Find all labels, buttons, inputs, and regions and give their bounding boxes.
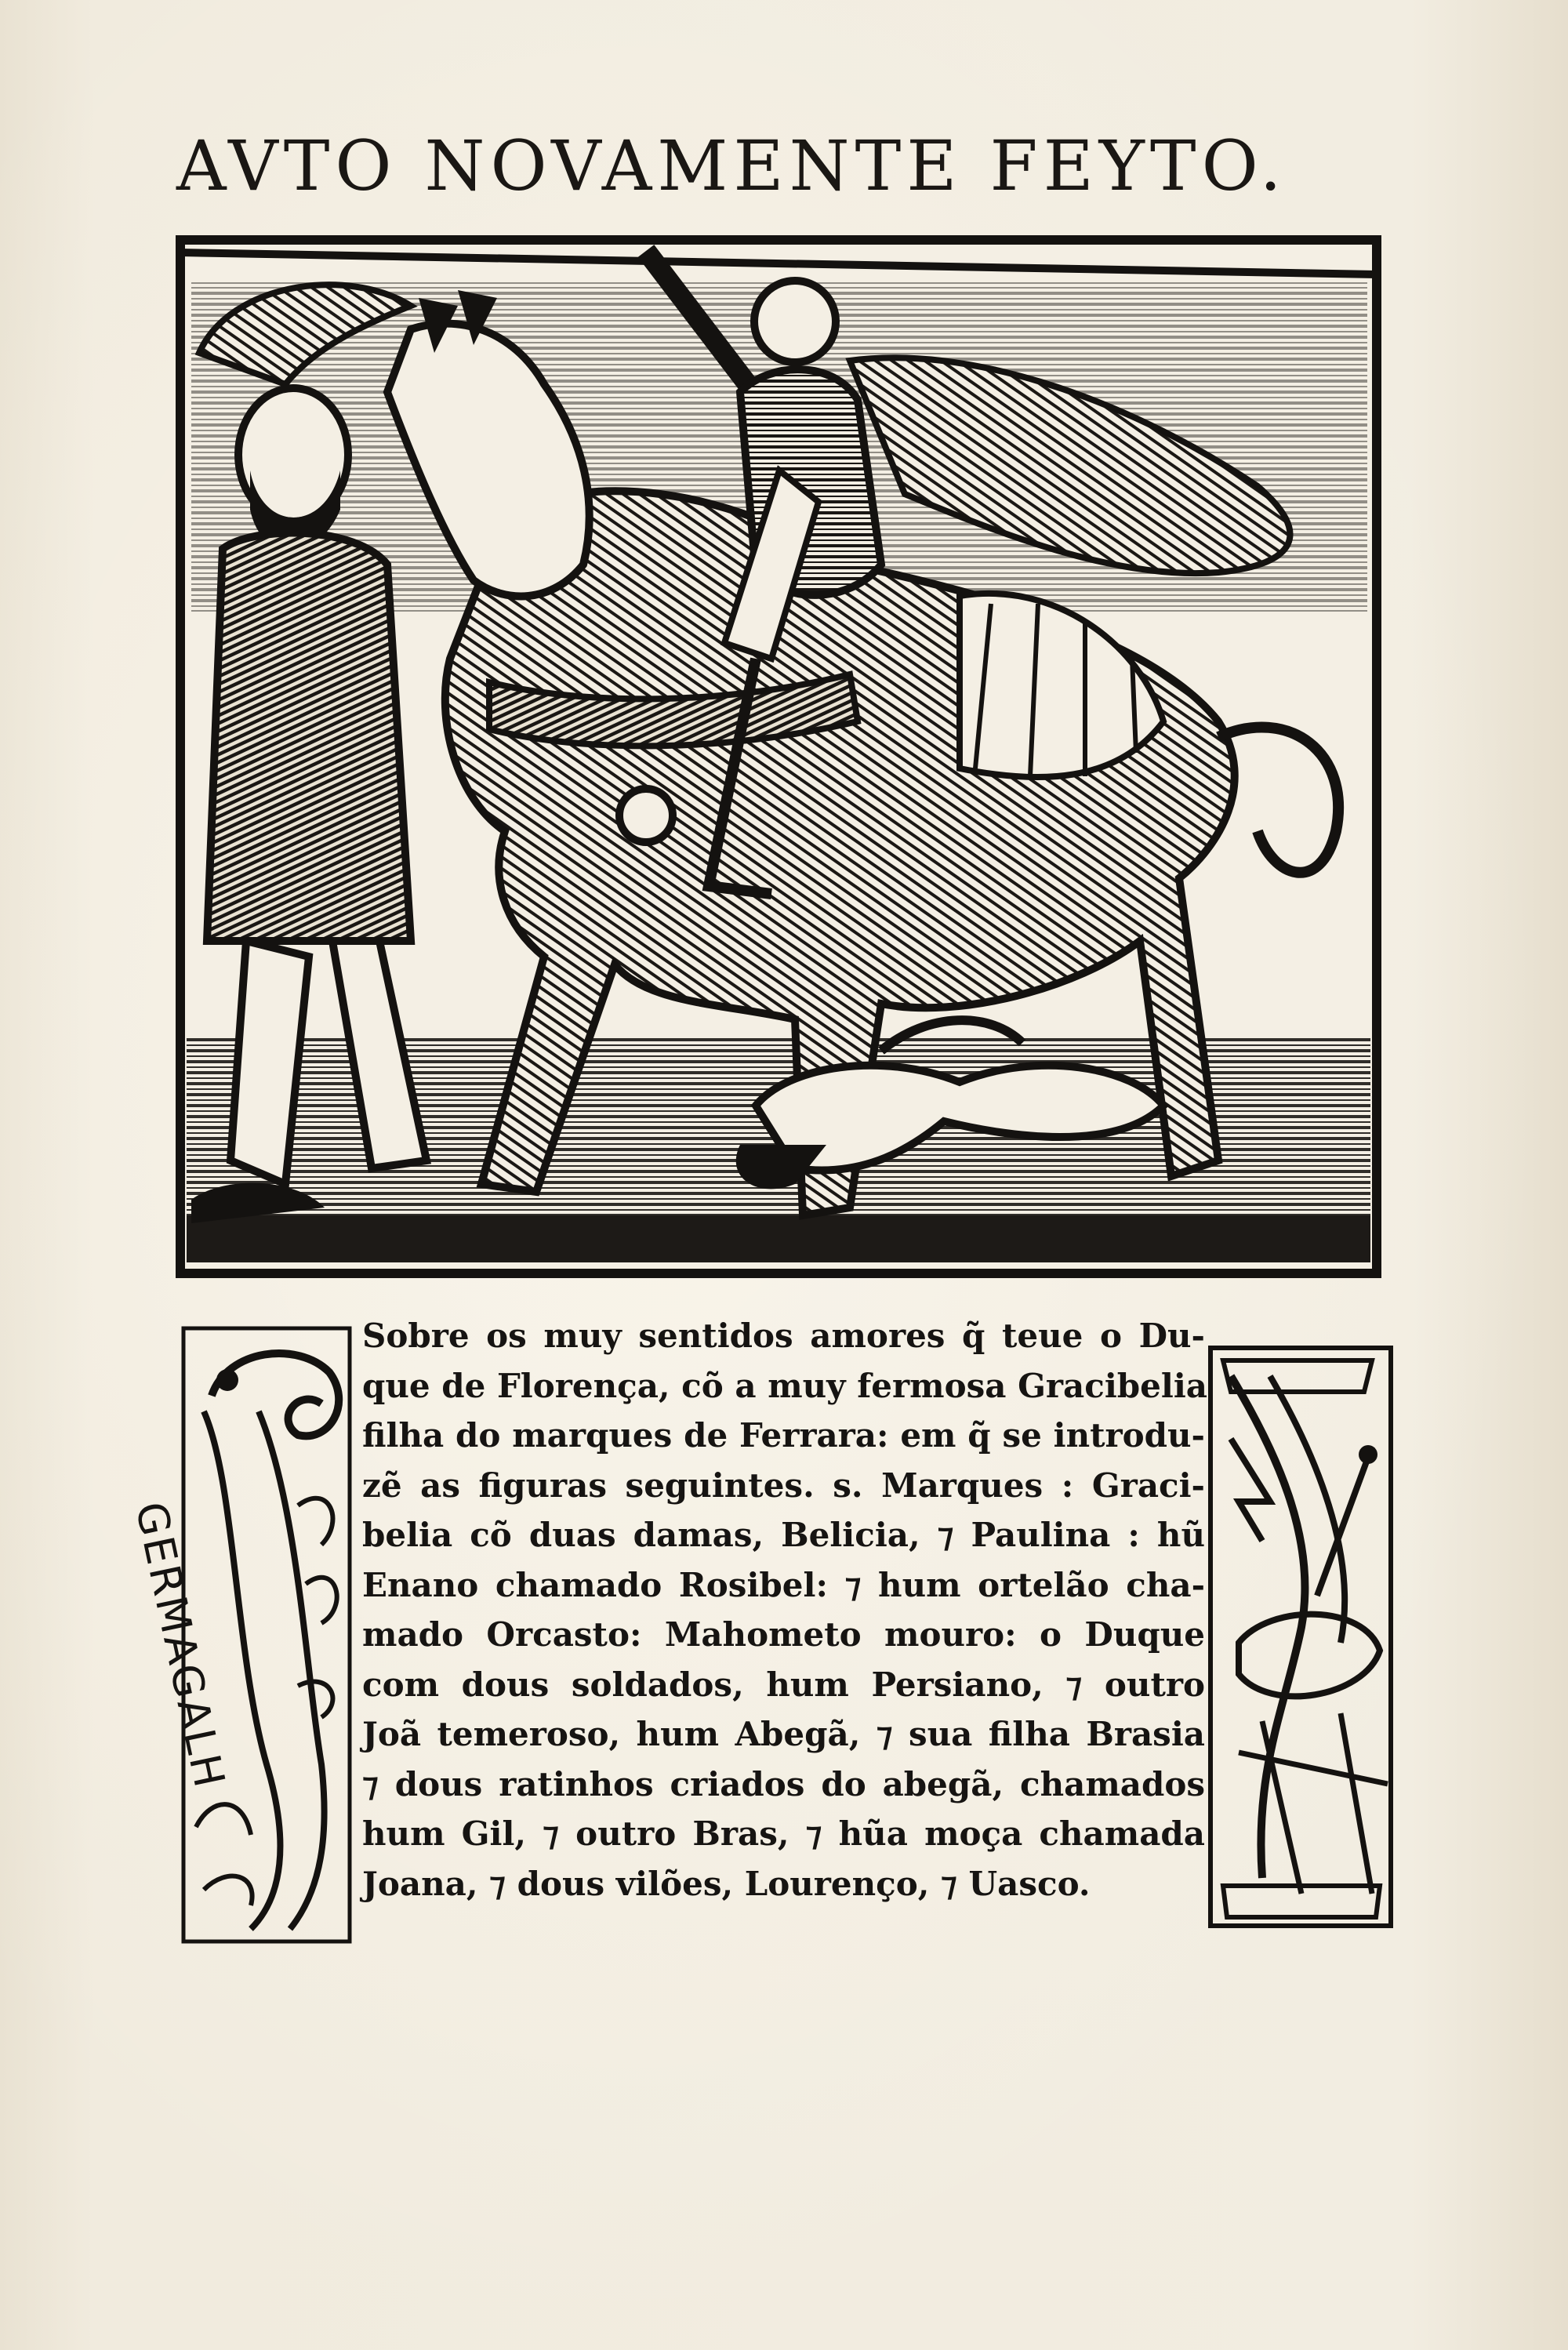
page-title: AVTO NOVAMENTE FEYTO.: [176, 125, 1287, 206]
left-ornamental-border: [180, 1325, 353, 1945]
body-line: mado Orcasto: Mahometo mouro: o Duque: [362, 1615, 1205, 1654]
body-line: Enano chamado Rosibel: ⁊ hum ortelão cha-: [362, 1565, 1205, 1604]
body-line: ⁊ dous ratinhos criados do abegã, chamados: [362, 1764, 1205, 1803]
body-line: com dous soldados, hum Persiano, ⁊ outro: [362, 1665, 1205, 1704]
right-ornamental-border: [1207, 1345, 1394, 1929]
body-line: zẽ as figuras seguintes. s. Marques : Graci-: [362, 1466, 1205, 1505]
body-line: que de Florença, cõ a muy fermosa Gracibelia: [362, 1366, 1208, 1405]
banner-inscription: GERMAGALH: [125, 1498, 235, 1794]
body-line: hum Gil, ⁊ outro Bras, ⁊ hũa moça chamada: [362, 1814, 1205, 1853]
body-line: Sobre os muy sentidos amores q̃ teue o Du-: [362, 1317, 1205, 1355]
body-text: [362, 1311, 1208, 1909]
body-line: Joana, ⁊ dous vilões, Lourenço, ⁊ Uasco.: [362, 1864, 1091, 1903]
body-line: filha do marques de Ferrara: em q̃ se introdu-: [362, 1416, 1205, 1455]
woodcut-illustration: [176, 235, 1381, 1278]
body-line: belia cõ duas damas, Belicia, ⁊ Paulina : hũ: [362, 1516, 1205, 1554]
body-line: Joã temeroso, hum Abegã, ⁊ sua filha Brasia: [362, 1715, 1205, 1753]
